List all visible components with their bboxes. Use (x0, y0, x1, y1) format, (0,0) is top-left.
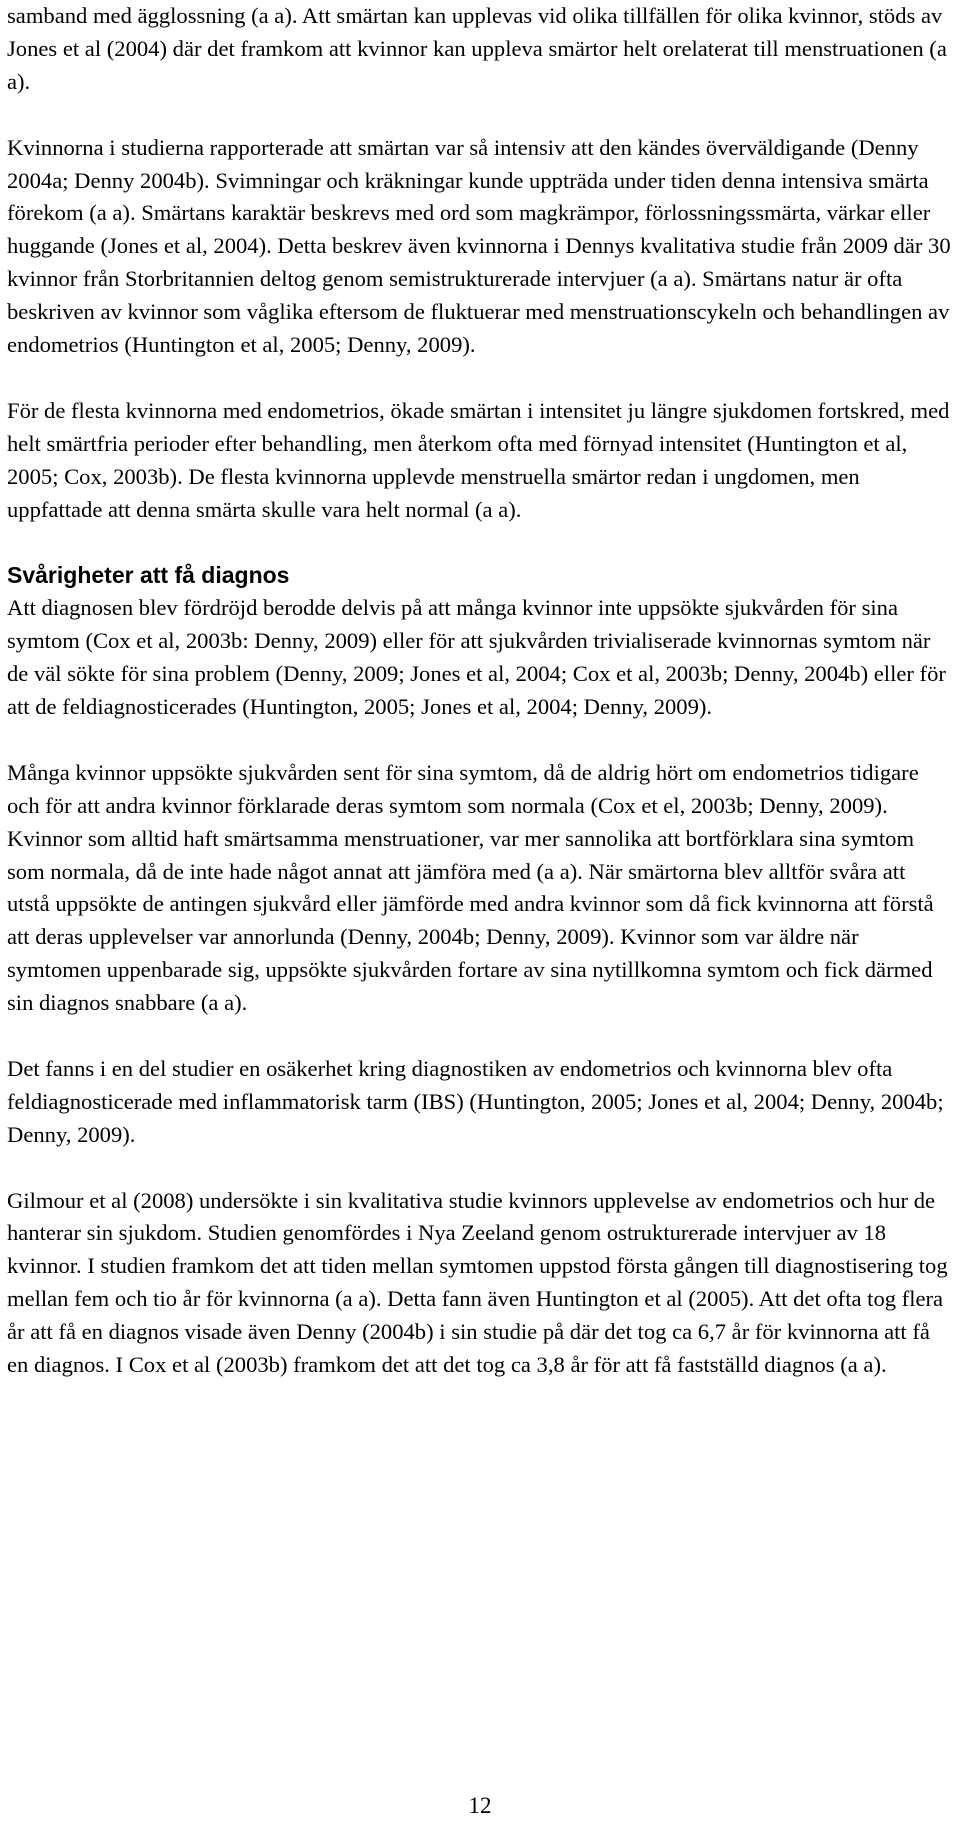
paragraph-misdiagnosis: Det fanns i en del studier en osäkerhet kring diagnostiken av endometrios och kvinnorna blev ofta feldiagnosticerade med inflammatorisk tarm (IBS) (Huntington, 2005; Jones et al, 2004; Denny, 2004b; Denny, 2009). (7, 1055, 944, 1147)
page-number: 12 (468, 1793, 492, 1818)
paragraph-diagnosis-delay: Att diagnosen blev fördröjd berodde delvis på att många kvinnor inte uppsökte sjukvården för sina symtom (Cox et al, 2003b: Denny, 2009) eller för att sjukvården trivialiserade kvinnornas symtom när de väl sökte för sina problem (Denny, 2009; Jones et al, 2004; Cox et al, 2003b; Denny, 2004b) eller för att de feldiagnosticerades (Huntington, 2005; Jones et al, 2004; Denny, 2009). (7, 595, 946, 719)
paragraph-pain-intensity: Kvinnorna i studierna rapporterade att smärtan var så intensiv att den kändes överväldigande (Denny 2004a; Denny 2004b). Svimningar och kräkningar kunde uppträda under tiden denna intensiva smärta förekom (a a). Smärtans karaktär beskrevs med ord som magkrämpor, förlossningssmärta, värkar eller huggande (Jones et al, 2004). Detta beskrev även kvinnorna i Dennys kvalitativa studie från 2009 där 30 kvinnor från Storbritannien deltog genom semistrukturerade intervjuer (a a). Smärtans natur är ofta beskriven av kvinnor som våglika eftersom de fluktuerar med menstruationscykeln och behandlingen av endometrios (Huntington et al, 2005; Denny, 2009). (7, 134, 951, 358)
paragraph-pain-progression: För de flesta kvinnorna med endometrios, ökade smärtan i intensitet ju längre sjukdomen fortskred, med helt smärtfria perioder efter behandling, men återkom ofta med förnyad intensitet (Huntington et al, 2005; Cox, 2003b). De flesta kvinnorna upplevde menstruella smärtor redan i ungdomen, men uppfattade att denna smärta skulle vara helt normal (a a). (7, 397, 950, 522)
document-page (7, 0, 952, 1415)
paragraph-gilmour-study: Gilmour et al (2008) undersökte i sin kvalitativa studie kvinnors upplevelse av endometrios och hur de hanterar sin sjukdom. Studien genomfördes i Nya Zeeland genom ostrukturerade intervjuer av 18 kvinnor. I studien framkom det att tiden mellan symtomen uppstod första gången till diagnostisering tog mellan fem och tio år för kvinnorna (a a). Detta fann även Huntington et al (2005). Att det ofta tog flera år att få en diagnos visade även Denny (2004b) i sin studie på där det tog ca 6,7 år för kvinnorna att få en diagnos. I Cox et al (2003b) framkom det att det tog ca 3,8 år för att få fastställd diagnos (a a). (7, 1187, 948, 1378)
paragraph-pain-variation: samband med ägglossning (a a). Att smärtan kan upplevas vid olika tillfällen för olika kvinnor, stöds av Jones et al (2004) där det framkom att kvinnor kan uppleva smärtor helt orelaterat till menstruationen (a a). (7, 3, 947, 94)
paragraph-late-care-seeking: Många kvinnor uppsökte sjukvården sent för sina symtom, då de aldrig hört om endometrios tidigare och för att andra kvinnor förklarade deras symtom som normala (Cox et el, 2003b; Denny, 2009). Kvinnor som alltid haft smärtsamma menstruationer, var mer sannolika att bortförklara sina symtom som normala, då de inte hade något annat att jämföra med (a a). När smärtorna blev alltför svåra att utstå uppsökte de antingen sjukvård eller jämförde med andra kvinnor som då fick kvinnorna att förstå att deras upplevelser var annorlunda (Denny, 2004b; Denny, 2009). Kvinnor som var äldre när symtomen uppenbarade sig, uppsökte sjukvården fortare av sina nytillkomna symtom och fick därmed sin diagnos snabbare (a a). (7, 759, 934, 1016)
section-heading: Svårigheter att få diagnos (7, 562, 290, 589)
